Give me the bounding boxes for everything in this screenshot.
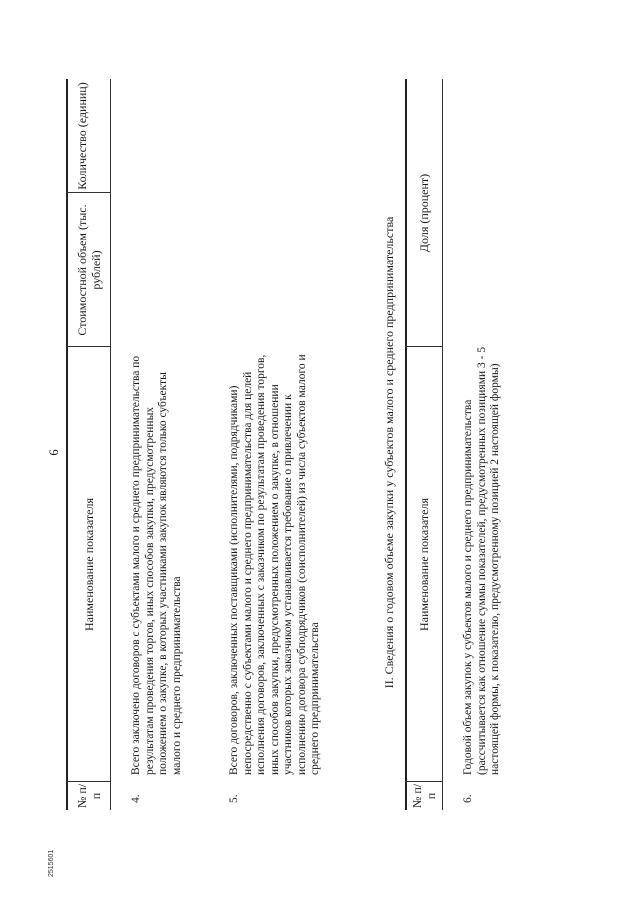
table2-header-divider <box>442 79 443 810</box>
table2-top-border <box>405 79 407 810</box>
document-code: 2515601 <box>48 849 55 877</box>
section-title: II. Сведения о годовом объеме закупки у субъектов малого и среднего предпринимательства <box>382 216 396 689</box>
page-number: 6 <box>47 449 61 456</box>
header-value: Стоимостной объем (тыс. рублей) <box>75 204 103 336</box>
table1-col-divider <box>66 192 110 193</box>
table1-col-divider <box>66 781 110 782</box>
header-indicator-name: Наименование показателя <box>417 498 431 631</box>
header-num: № п/п <box>410 783 438 809</box>
row-number: 6. <box>462 794 474 803</box>
row-number: 5. <box>228 794 240 803</box>
row-indicator-text: Годовой объем закупок у субъектов малого и среднего предпринимательства (рассчитывается как отношение суммы показателей, предусмотренных позициями 3 - 5 настоящей формы, к показателю, предусмотренному позицией 2 настоящей формы) <box>462 346 501 775</box>
table1-top-border <box>66 79 68 810</box>
row-indicator-text: Всего заключено договоров с субъектами малого и среднего предпринимательства по результатам проведения торгов, иных способов закупки, предусмотренных положением о закупке, в которых участниками закупок являются только субъекты малого и среднего предпринимательства <box>130 355 183 775</box>
row-number: 4. <box>130 794 142 803</box>
row-indicator-text: Всего договоров, заключенных поставщиками (исполнителями, подрядчиками) непосредственно с субъектами малого и среднего предпринимательства для целей исполнения договоров, заключенных с заказчиком по результатам проведения торгов, иных способов закупки, предусмотренных положением о закупке, в отношении участников которых заказчиком устанавливается требование о привлечении к исполнению договора субподрядчиков (соисполнителей) из числа субъектов малого и среднего предпринимательства <box>228 354 321 775</box>
header-share: Доля (процент) <box>417 173 431 253</box>
header-num: № п/п <box>75 783 103 809</box>
table2-col-divider <box>405 346 442 347</box>
header-count: Количество (единиц) <box>75 82 89 190</box>
header-indicator-name: Наименование показателя <box>82 498 96 631</box>
table1-header-divider <box>110 79 111 810</box>
table2-col-divider <box>405 781 442 782</box>
table1-col-divider <box>66 346 110 347</box>
